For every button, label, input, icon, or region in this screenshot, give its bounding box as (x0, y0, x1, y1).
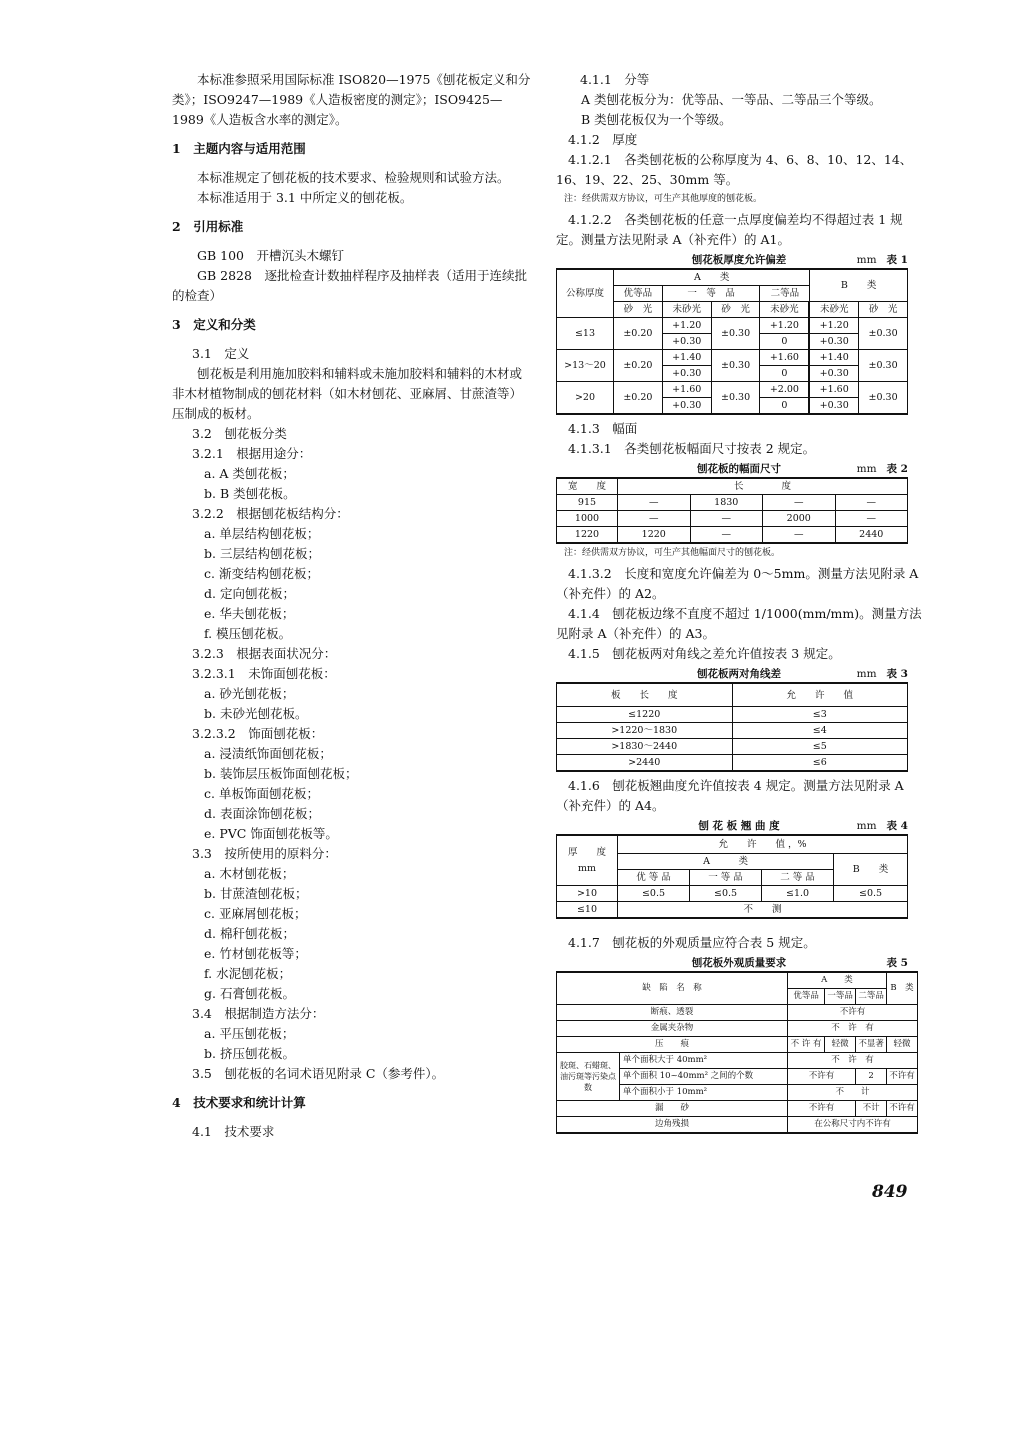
table-cell: 不许有 (787, 1069, 855, 1085)
table-header: 公称厚度 (557, 269, 614, 318)
subsection-heading: 3.1 定义 (192, 346, 250, 361)
table-cell: 不 计 (787, 1085, 917, 1101)
list-item: e. 华夫刨花板； (204, 606, 295, 621)
table-header: 未砂光 (760, 302, 809, 318)
list-item: e. PVC 饰面刨花板等。 (204, 826, 338, 841)
table-header: 缺 陷 名 称 (557, 972, 788, 1005)
table-cell: >10 (557, 886, 618, 902)
table-cell: 不许有 (787, 1005, 917, 1021)
list-item: a. 单层结构刨花板； (204, 526, 320, 541)
subsection-heading: 4.1.3 幅面 (568, 421, 638, 436)
table-cell: — (835, 495, 908, 511)
table-cell: 0 (760, 334, 809, 350)
table-cell: +0.30 (810, 366, 859, 382)
table-1-thickness-tolerance (556, 268, 908, 415)
table-cell: — (618, 495, 691, 511)
table-cell: ±0.30 (711, 318, 760, 350)
table-row (557, 1037, 918, 1053)
paragraph: 4.1.2.2 各类刨花板的任意一点厚度偏差均不得超过表 1 规定。测量方法见附录 A（补充件）的 A1。 (556, 212, 903, 247)
paragraph: 4.1.5 刨花板两对角线之差允许值按表 3 规定。 (568, 646, 841, 661)
table-title: 刨花板外观质量要求 (691, 957, 787, 969)
table-cell: 1000 (557, 511, 618, 527)
list-item: b. B 类刨花板。 (204, 486, 296, 501)
table-cell: ±0.30 (859, 318, 908, 350)
subsection-heading: 3.4 根据制造方法分： (192, 1006, 325, 1021)
table-cell: 915 (557, 495, 618, 511)
table-2-caption (556, 461, 922, 477)
list-item: c. 单板饰面刨花板； (204, 786, 319, 801)
table-row (557, 318, 908, 334)
table-cell: >1220～1830 (557, 723, 733, 739)
paragraph: A 类刨花板分为：优等品、一等品、二等品三个等级。 (581, 92, 882, 107)
table-cell: ≤0.5 (834, 886, 908, 902)
list-item: d. 表面涂饰刨花板； (204, 806, 320, 821)
table-cell: +0.30 (810, 398, 859, 415)
table-cell: 不 许 有 (787, 1037, 824, 1053)
table-cell: ≤6 (732, 755, 908, 772)
table-header: A 类 (787, 972, 886, 989)
paragraph: 4.1.7 刨花板的外观质量应符合表 5 规定。 (568, 935, 816, 950)
paragraph: 4.1.6 刨花板翘曲度允许值按表 4 规定。测量方法见附录 A（补充件）的 A4。 (556, 778, 904, 813)
section-1-heading: 1 主题内容与适用范围 (172, 141, 306, 156)
table-cell: 不 测 (618, 902, 908, 919)
subsection-heading: 3.5 刨花板的名词术语见附录 C（参考件）。 (192, 1066, 445, 1081)
table-header: 优等品 (614, 286, 663, 302)
subsection-heading: 4.1 技术要求 (192, 1124, 275, 1139)
table-1-caption (556, 252, 922, 268)
paragraph: B 类刨花板仅为一个等级。 (581, 112, 732, 127)
table-cell: 不显著 (856, 1037, 887, 1053)
table-title: 刨花板的幅面尺寸 (697, 463, 781, 475)
table-cell: +1.20 (810, 318, 859, 334)
table-cell: ±0.30 (859, 350, 908, 382)
reference-item: GB 2828 逐批检查计数抽样程序及抽样表（适用于连续批的检查） (172, 268, 527, 303)
table-cell: ±0.20 (614, 350, 663, 382)
paragraph: 4.1.2.1 各类刨花板的公称厚度为 4、6、8、10、12、14、16、19、22、25、30mm 等。 (556, 152, 913, 187)
page-number: 849 (872, 1182, 908, 1202)
table-cell: 单个面积大于 40mm² (620, 1053, 788, 1069)
table-cell: 边角残损 (557, 1117, 788, 1134)
table-header: 允 许 值 ，% (618, 835, 908, 854)
table-header: 未砂光 (662, 302, 711, 318)
table-header: B 类 (810, 269, 908, 302)
table-header: 砂 光 (859, 302, 908, 318)
table-header: 板 长 度 (557, 683, 733, 707)
table-cell: ≤0.5 (690, 886, 762, 902)
table-row (557, 755, 908, 772)
table-cell: 轻微 (825, 1037, 856, 1053)
table-header: 一 等 品 (690, 870, 762, 886)
table-cell: 漏 砂 (557, 1101, 788, 1117)
table-header: 砂 光 (614, 302, 663, 318)
table-cell: ≤10 (557, 902, 618, 919)
table-row (557, 1053, 918, 1069)
subsection-heading: 3.2.1 根据用途分： (192, 446, 312, 461)
table-cell: ≤1.0 (762, 886, 834, 902)
table-cell: 0 (760, 398, 809, 415)
note: 注：经供需双方协议，可生产其他幅面尺寸的刨花板。 (564, 548, 781, 558)
table-cell: >20 (557, 382, 614, 415)
subsection-heading: 3.3 按所使用的原料分： (192, 846, 337, 861)
table-2-panel-size (556, 477, 908, 544)
subsection-heading: 3.2.3.1 未饰面刨花板： (192, 666, 336, 681)
paragraph: 4.1.3.1 各类刨花板幅面尺寸按表 2 规定。 (568, 441, 816, 456)
table-cell: +0.30 (662, 334, 711, 350)
table-row (557, 511, 908, 527)
table-header: 厚 度 mm (557, 835, 618, 886)
table-cell: 不 许 有 (787, 1021, 917, 1037)
table-cell: ≤0.5 (618, 886, 690, 902)
table-header: B 类 (887, 972, 918, 1005)
table-cell: +2.00 (760, 382, 809, 398)
table-row (557, 707, 908, 723)
table-title: 刨 花 板 翘 曲 度 (698, 820, 780, 832)
table-number: mm 表 4 (856, 820, 908, 832)
table-cell: 2000 (763, 511, 836, 527)
table-5-caption (556, 955, 922, 971)
table-cell: ±0.30 (711, 350, 760, 382)
table-cell: +0.30 (810, 334, 859, 350)
subsection-heading: 3.2.3.2 饰面刨花板： (192, 726, 324, 741)
list-item: f. 水泥刨花板； (204, 966, 292, 981)
table-header: 二等品 (856, 989, 887, 1005)
table-cell: 金属夹杂物 (557, 1021, 788, 1037)
table-cell: ≤1220 (557, 707, 733, 723)
table-cell: 1220 (618, 527, 691, 544)
table-cell: 0 (760, 366, 809, 382)
table-cell: 1830 (690, 495, 763, 511)
table-cell: +1.40 (810, 350, 859, 366)
table-header: B 类 (834, 854, 908, 886)
table-cell: +0.30 (662, 366, 711, 382)
section-1-paragraph: 本标准规定了刨花板的技术要求、检验规则和试验方法。 (197, 170, 510, 185)
table-4-caption (556, 818, 922, 834)
table-cell: >13～20 (557, 350, 614, 382)
table-cell: ±0.30 (711, 382, 760, 415)
table-cell: ≤4 (732, 723, 908, 739)
table-cell: +1.60 (662, 382, 711, 398)
definition-paragraph: 刨花板是利用施加胶料和辅料或未施加胶料和辅料的木材或非木材植物制成的刨花材料（如木材刨花、亚麻屑、甘蔗渣等）压制成的板材。 (172, 366, 523, 421)
table-cell: ±0.20 (614, 382, 663, 415)
table-3-diagonal-difference (556, 682, 908, 772)
table-row (557, 495, 908, 511)
list-item: e. 竹材刨花板等； (204, 946, 307, 961)
paragraph: 4.1.3.2 长度和宽度允许偏差为 0～5mm。测量方法见附录 A（补充件）的 A2。 (556, 566, 919, 601)
subsection-heading: 3.2.3 根据表面状况分： (192, 646, 337, 661)
list-item: d. 定向刨花板； (204, 586, 295, 601)
table-cell: ≤13 (557, 318, 614, 350)
list-item: b. 挤压刨花板。 (204, 1046, 295, 1061)
section-3-heading: 3 定义和分类 (172, 317, 256, 332)
table-cell: 不 许 有 (787, 1053, 917, 1069)
table-cell: 压 痕 (557, 1037, 788, 1053)
table-title: 刨花板厚度允许偏差 (691, 254, 787, 266)
list-item: c. 亚麻屑刨花板； (204, 906, 307, 921)
list-item: a. 浸渍纸饰面刨花板； (204, 746, 332, 761)
table-cell: +0.30 (662, 398, 711, 415)
note: 注：经供需双方协议，可生产其他厚度的刨花板。 (564, 194, 763, 204)
subsection-heading: 4.1.1 分等 (580, 72, 650, 87)
table-row (557, 1005, 918, 1021)
table-4-warp (556, 834, 908, 919)
list-item: b. 三层结构刨花板； (204, 546, 320, 561)
table-cell: — (690, 511, 763, 527)
list-item: b. 甘蔗渣刨花板； (204, 886, 308, 901)
intro-paragraph: 本标准参照采用国际标准 ISO820—1975《刨花板定义和分类》；ISO9247—1989《人造板密度的测定》；ISO9425—1989《人造板含水率的测定》。 (172, 72, 531, 127)
list-item: b. 装饰层压板饰面刨花板； (204, 766, 358, 781)
table-cell: +1.20 (760, 318, 809, 334)
table-row (557, 1117, 918, 1134)
list-item: f. 模压刨花板。 (204, 626, 292, 641)
right-column (556, 70, 922, 1134)
table-cell: +1.60 (760, 350, 809, 366)
table-cell: 单个面积小于 10mm² (620, 1085, 788, 1101)
table-header: 二 等 品 (762, 870, 834, 886)
table-cell: 不许有 (787, 1101, 855, 1117)
table-cell: 2 (856, 1069, 887, 1085)
table-row (557, 1021, 918, 1037)
table-header: A 类 (618, 854, 834, 870)
table-cell: ≤3 (732, 707, 908, 723)
table-cell: 1220 (557, 527, 618, 544)
table-row (557, 723, 908, 739)
table-row (557, 1101, 918, 1117)
list-item: d. 棉秆刨花板； (204, 926, 295, 941)
list-item: b. 未砂光刨花板。 (204, 706, 308, 721)
table-cell: 不计 (856, 1101, 887, 1117)
table-cell: +1.60 (810, 382, 859, 398)
table-number: mm 表 3 (856, 668, 908, 680)
table-row (557, 886, 908, 902)
table-header: 允 许 值 (732, 683, 908, 707)
table-cell: 单个面积 10~40mm² 之间的个数 (620, 1069, 788, 1085)
table-cell: 不许有 (887, 1101, 918, 1117)
table-cell: 轻微 (887, 1037, 918, 1053)
list-item: a. A 类刨花板； (204, 466, 295, 481)
table-header: 二等品 (760, 286, 810, 302)
table-header: 长 度 (618, 478, 908, 495)
table-cell: — (618, 511, 691, 527)
table-cell: >2440 (557, 755, 733, 772)
section-4-heading: 4 技术要求和统计计算 (172, 1095, 306, 1110)
table-row (557, 382, 908, 398)
table-cell: — (835, 511, 908, 527)
table-cell: 2440 (835, 527, 908, 544)
table-row (557, 902, 908, 919)
reference-item: GB 100 开槽沉头木螺钉 (197, 248, 345, 263)
table-cell: +1.20 (662, 318, 711, 334)
table-title: 刨花板两对角线差 (697, 668, 781, 680)
table-header: A 类 (614, 269, 810, 286)
table-cell: >1830～2440 (557, 739, 733, 755)
table-header: 一等品 (825, 989, 856, 1005)
left-column (172, 70, 534, 1142)
subsection-heading: 4.1.2 厚度 (568, 132, 638, 147)
section-2-heading: 2 引用标准 (172, 219, 244, 234)
table-cell: — (763, 495, 836, 511)
subsection-heading: 3.2.2 根据刨花板结构分： (192, 506, 349, 521)
table-cell: ±0.20 (614, 318, 663, 350)
list-item: a. 平压刨花板； (204, 1026, 295, 1041)
table-header: 宽 度 (557, 478, 618, 495)
paragraph: 4.1.4 刨花板边缘不直度不超过 1/1000(mm/mm)。测量方法见附录 A（补充件）的 A3。 (556, 606, 922, 641)
table-header: 一 等 品 (662, 286, 760, 302)
table-cell: +1.40 (662, 350, 711, 366)
table-row (557, 527, 908, 544)
table-number: 表 5 (886, 957, 908, 969)
table-cell: 胶斑、石蜡斑、油污斑等污染点数 (557, 1053, 620, 1101)
table-header: 砂 光 (711, 302, 760, 318)
table-number: mm 表 2 (856, 463, 908, 475)
table-header: 优 等 品 (618, 870, 690, 886)
table-3-caption (556, 666, 922, 682)
section-1-paragraph: 本标准适用于 3.1 中所定义的刨花板。 (197, 190, 413, 205)
list-item: c. 渐变结构刨花板； (204, 566, 319, 581)
table-row (557, 350, 908, 366)
table-cell: — (690, 527, 763, 544)
table-cell: 不许有 (887, 1069, 918, 1085)
list-item: a. 砂光刨花板； (204, 686, 295, 701)
table-cell: ±0.30 (859, 382, 908, 415)
table-header: 未砂光 (810, 302, 859, 318)
table-cell: 断痕、透裂 (557, 1005, 788, 1021)
table-cell: — (763, 527, 836, 544)
table-cell: 在公称尺寸内不许有 (787, 1117, 917, 1134)
table-5-appearance-quality (556, 971, 918, 1134)
table-cell: ≤5 (732, 739, 908, 755)
list-item: g. 石膏刨花板。 (204, 986, 295, 1001)
table-number: mm 表 1 (856, 254, 908, 266)
table-row (557, 739, 908, 755)
table-header: 优等品 (787, 989, 824, 1005)
subsection-heading: 3.2 刨花板分类 (192, 426, 287, 441)
list-item: a. 木材刨花板； (204, 866, 295, 881)
